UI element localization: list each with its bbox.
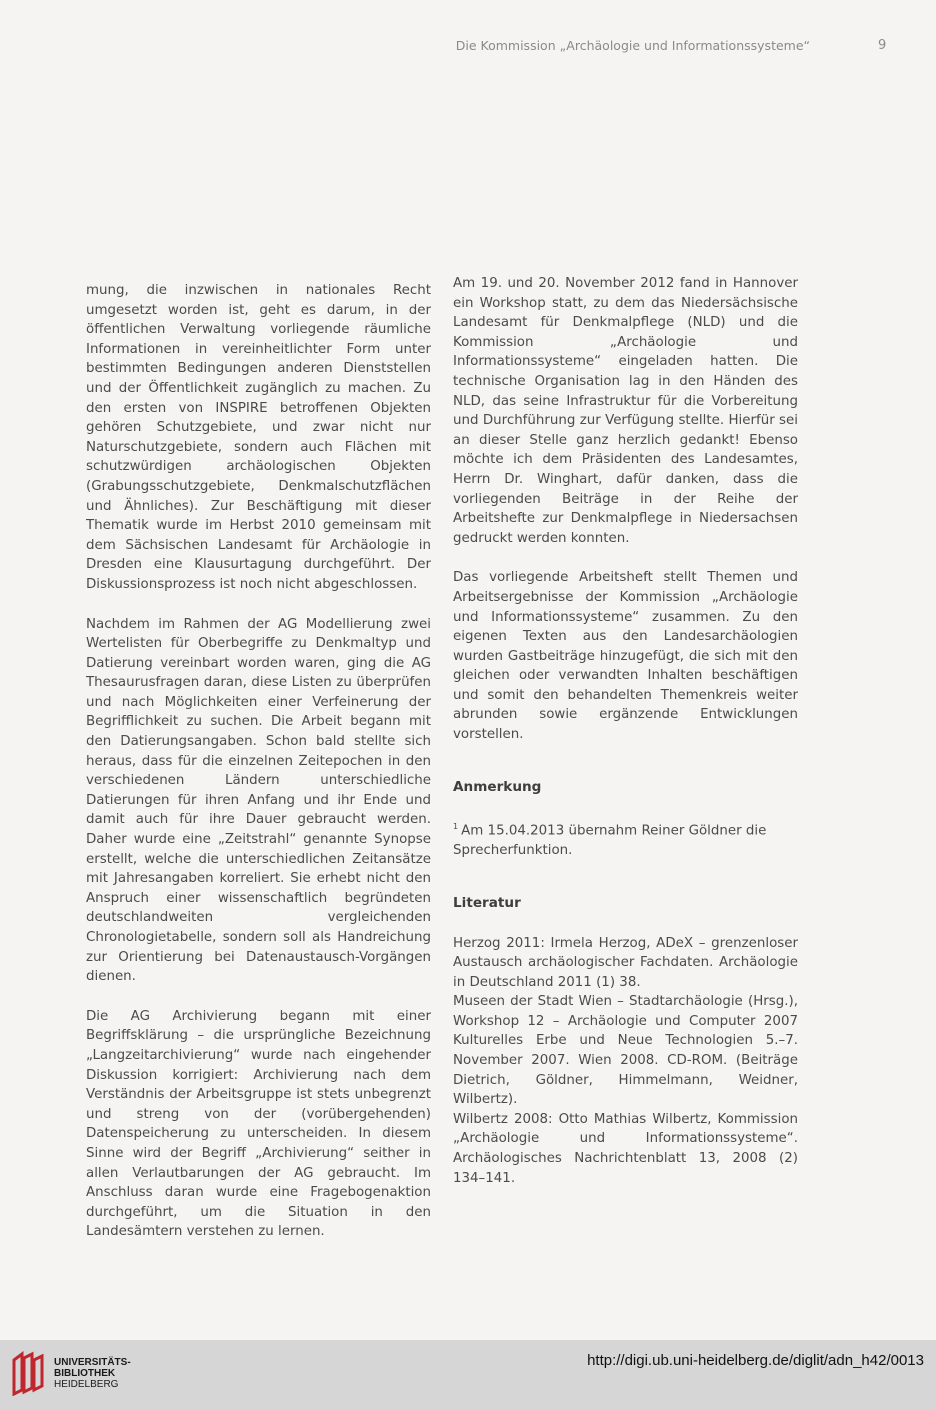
institution-name (54, 1357, 131, 1390)
paragraph: Nachdem im Rahmen der AG Modellierung zwei Wertelisten für Oberbegriffe zu Denkmaltyp und Datierung vereinbart worden waren, ging die AG Thesaurusfragen daran, diese Listen zu überprüfen und nach Möglichkeiten einer Verfeinerung der Begrifflichkeit zu suchen. Die Arbeit begann mit den Datierungsangaben. Schon bald stellte sich heraus, dass für die einzelnen Zeitepochen in den verschiedenen Ländern unterschiedliche Datierungen für ihren Anfang und ihr Ende und damit auch für ihre Dauer gebraucht werden. Daher wurde eine „Zeitstrahl“ genannte Synopse erstellt, welche die unterschiedlichen Zeitansätze mit Jahresangaben korreliert. Sie erhebt nicht den Anspruch einer wissenschaftlich begründeten deutschlandweiten vergleichenden Chronologietabelle, sondern soll als Handreichung zur Orientierung bei Datenaustausch-Vorgängen dienen. (86, 616, 431, 985)
footer-bar (0, 1340, 936, 1409)
institution-line: BIBLIOTHEK (54, 1368, 116, 1379)
right-column (453, 274, 798, 1188)
institution-line: HEIDELBERG (54, 1379, 119, 1390)
page-number: 9 (878, 38, 887, 53)
paragraph: mung, die inzwischen in nationales Recht umgesetzt worden ist, geht es darum, in der öffentlichen Verwaltung vorliegende räumliche Informationen in vereinheitlichter Form unter bestimmten Bedingungen anderen Dienststellen und der Öffentlichkeit zugänglich zu machen. Zu den ersten von INSPIRE betroffenen Objekten gehören Schutzgebiete, und zwar nicht nur Naturschutzgebiete, sondern auch Flächen mit schutzwürdigen archäologischen Objekten (Grabungsschutzgebiete, Denkmalschutzflächen und Ähnliches). Zur Beschäftigung mit dieser Thematik wurde im Herbst 2010 gemeinsam mit dem Sächsischen Landesamt für Archäologie in Dresden eine Klausurtagung durchgeführt. Der Diskussionsprozess ist noch nicht abgeschlossen. (86, 283, 431, 592)
ub-heidelberg-logo-icon (8, 1350, 48, 1396)
paragraph: Am 19. und 20. November 2012 fand in Hannover ein Workshop statt, zu dem das Niedersächsische Landesamt für Denkmalpflege (NLD) und die Kommission „Archäologie und Informationssysteme“ eingeladen hatten. Die technische Organisation lag in den Händen des NLD, das seine Infrastruktur für die Vorbereitung und Durchführung zur Verfügung stellte. Hierfür sei an dieser Stelle ganz herzlich gedankt! Ebenso möchte ich dem Präsidenten des Landesamtes, Herrn Dr. Winghart, dafür danken, dass die vorliegenden Beiträge in der Reihe der Arbeitshefte zur Denkmalpflege in Niedersachsen gedruckt werden konnten. (453, 276, 798, 546)
literature-entry: Museen der Stadt Wien – Stadtarchäologie (Hrsg.), Workshop 12 – Archäologie und Computer 2007 Kulturelles Erbe und Neue Technologien 5.–7. November 2007. Wien 2008. CD-ROM. (Beiträge Dietrich, Göldner, Himmelmann, Weidner, Wilbertz). (453, 994, 798, 1108)
left-column (86, 281, 431, 1242)
paragraph: Das vorliegende Arbeitsheft stellt Themen und Arbeitsergebnisse der Kommission „Archäologie und Informationssysteme“ zusammen. Zu den eigenen Texten aus den Landesarchäologien wurden Gastbeiträge hinzugefügt, die sich mit den gleichen oder verwandten Inhalten beschäftigen und somit den behandelten Themenkreis weiter abrunden sowie ergänzende Entwicklungen vorstellen. (453, 570, 798, 743)
literature-entry: Wilbertz 2008: Otto Mathias Wilbertz, Kommission „Archäologie und Informationssysteme“. Archäologisches Nachrichtenblatt 13, 2008 (2) 134–141. (453, 1111, 798, 1186)
literature-heading: Literatur (453, 894, 521, 911)
footnote-marker: 1 (453, 822, 459, 832)
institution-line: UNIVERSITÄTS- (54, 1357, 131, 1368)
footnote (453, 817, 798, 861)
running-title: Die Kommission „Archäologie und Informationssysteme“ (455, 38, 810, 53)
footnote-text: Am 15.04.2013 übernahm Reiner Göldner die Sprecherfunktion. (453, 823, 767, 859)
notes-heading: Anmerkung (453, 778, 542, 795)
literature-entry: Herzog 2011: Irmela Herzog, ADeX – grenzenloser Austausch archäologischer Fachdaten. Archäologie in Deutschland 2011 (1) 38. (453, 935, 798, 990)
paragraph: Die AG Archivierung begann mit einer Begriffsklärung – die ursprüngliche Bezeichnung „Langzeitarchivierung“ wurde nach eingehender Diskussion korrigiert: Archivierung nach dem Verständnis der Arbeitsgruppe ist stets unbegrenzt und streng von der (vorübergehenden) Datenspeicherung zu unterscheiden. In diesem Sinne wird der Begriff „Archivierung“ seither in allen Verlautbarungen der AG gebraucht. Im Anschluss daran wurde eine Fragebogenaktion durchgeführt, um die Situation in den Landesämtern verstehen zu lernen. (86, 1008, 431, 1240)
source-url[interactable]: http://digi.ub.uni-heidelberg.de/diglit/adn_h42/0013 (587, 1352, 924, 1369)
